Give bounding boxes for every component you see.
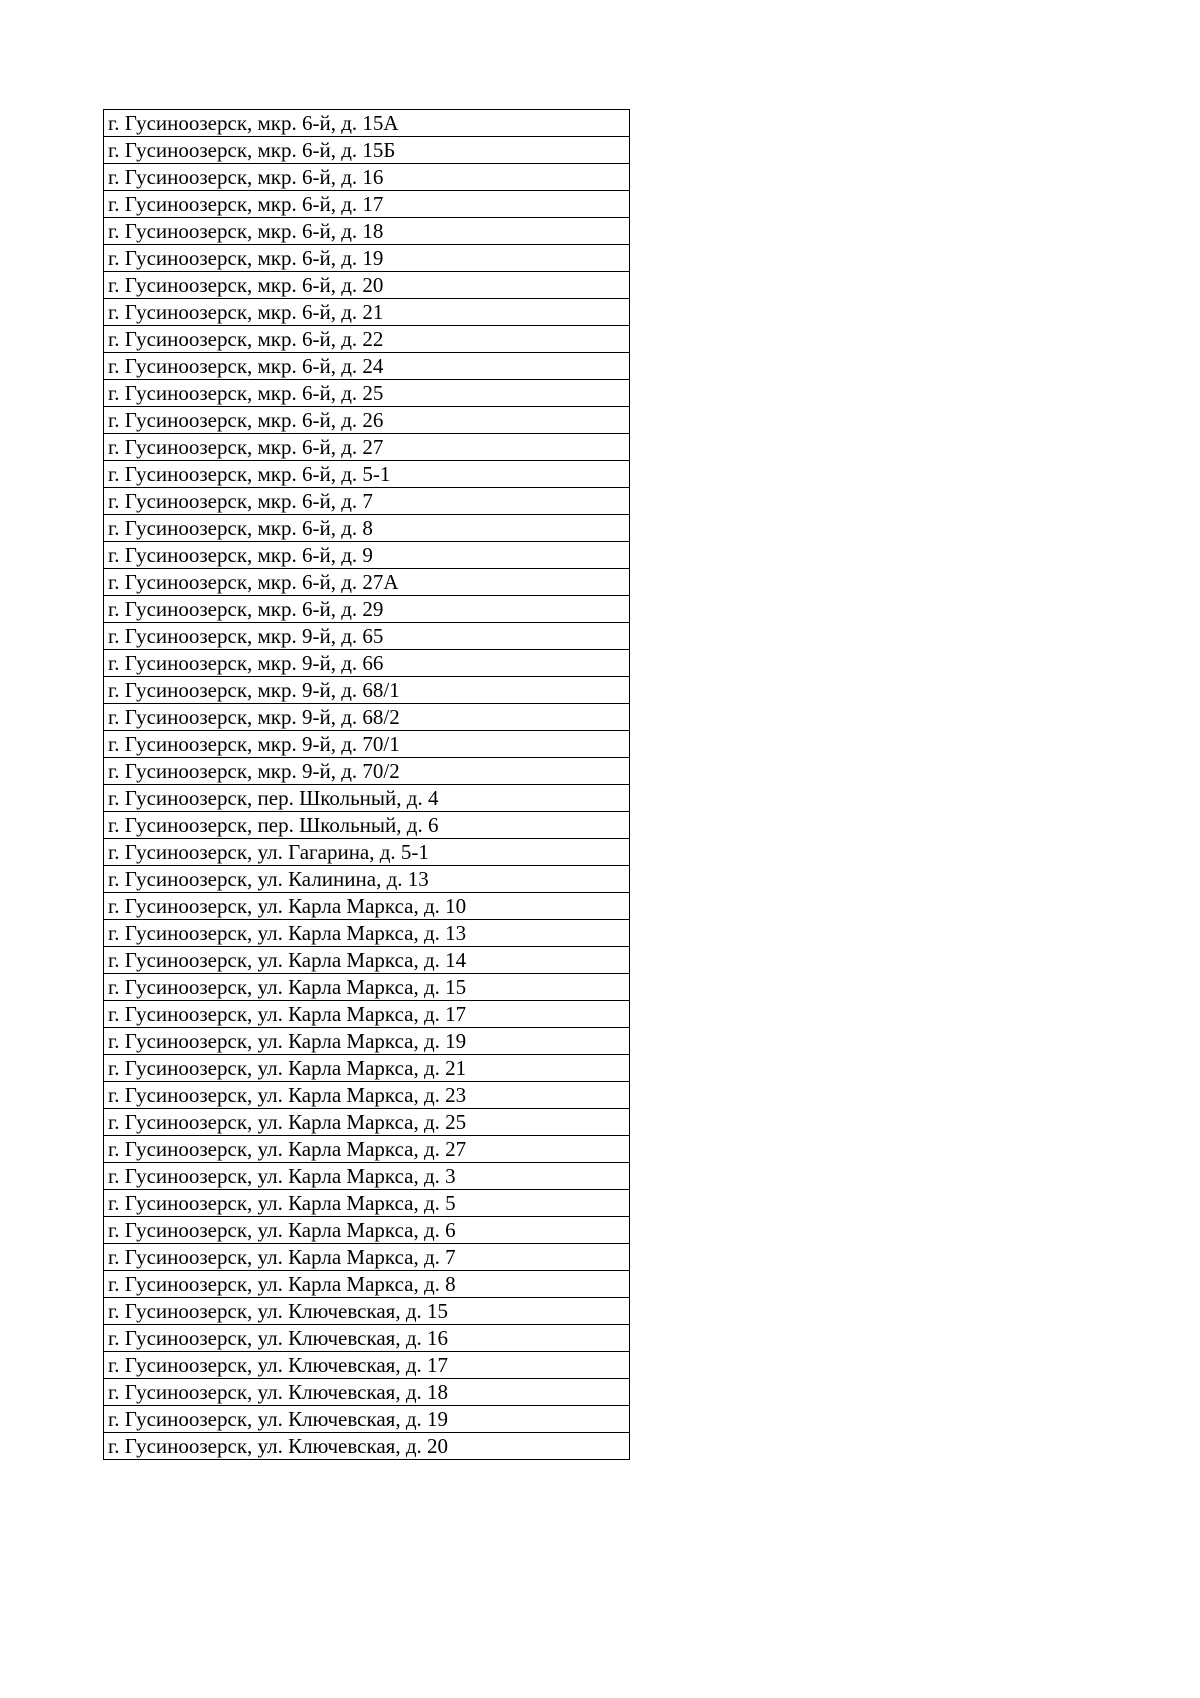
address-cell: г. Гусиноозерск, ул. Карла Маркса, д. 23	[104, 1082, 630, 1109]
table-row	[104, 191, 630, 218]
table-row	[104, 353, 630, 380]
address-cell: г. Гусиноозерск, мкр. 9-й, д. 70/2	[104, 758, 630, 785]
address-cell: г. Гусиноозерск, мкр. 6-й, д. 27	[104, 434, 630, 461]
table-row	[104, 1271, 630, 1298]
address-cell: г. Гусиноозерск, мкр. 6-й, д. 22	[104, 326, 630, 353]
table-row	[104, 569, 630, 596]
address-cell: г. Гусиноозерск, мкр. 6-й, д. 24	[104, 353, 630, 380]
address-cell: г. Гусиноозерск, мкр. 9-й, д. 65	[104, 623, 630, 650]
address-cell: г. Гусиноозерск, мкр. 6-й, д. 21	[104, 299, 630, 326]
address-cell: г. Гусиноозерск, ул. Ключевская, д. 20	[104, 1433, 630, 1460]
table-row	[104, 758, 630, 785]
address-cell: г. Гусиноозерск, ул. Карла Маркса, д. 13	[104, 920, 630, 947]
address-cell: г. Гусиноозерск, ул. Карла Маркса, д. 3	[104, 1163, 630, 1190]
address-cell: г. Гусиноозерск, ул. Ключевская, д. 16	[104, 1325, 630, 1352]
address-cell: г. Гусиноозерск, ул. Калинина, д. 13	[104, 866, 630, 893]
table-row	[104, 218, 630, 245]
address-cell: г. Гусиноозерск, мкр. 6-й, д. 16	[104, 164, 630, 191]
table-row	[104, 272, 630, 299]
table-row	[104, 542, 630, 569]
table-row	[104, 1055, 630, 1082]
table-row	[104, 623, 630, 650]
table-row	[104, 434, 630, 461]
address-cell: г. Гусиноозерск, мкр. 6-й, д. 20	[104, 272, 630, 299]
table-row	[104, 731, 630, 758]
address-cell: г. Гусиноозерск, мкр. 6-й, д. 17	[104, 191, 630, 218]
address-table	[103, 109, 630, 1460]
address-cell: г. Гусиноозерск, мкр. 9-й, д. 68/1	[104, 677, 630, 704]
table-row	[104, 1298, 630, 1325]
address-cell: г. Гусиноозерск, ул. Ключевская, д. 15	[104, 1298, 630, 1325]
address-cell: г. Гусиноозерск, пер. Школьный, д. 6	[104, 812, 630, 839]
table-row	[104, 974, 630, 1001]
address-cell: г. Гусиноозерск, ул. Карла Маркса, д. 25	[104, 1109, 630, 1136]
address-cell: г. Гусиноозерск, мкр. 6-й, д. 29	[104, 596, 630, 623]
address-cell: г. Гусиноозерск, ул. Карла Маркса, д. 21	[104, 1055, 630, 1082]
address-cell: г. Гусиноозерск, ул. Карла Маркса, д. 15	[104, 974, 630, 1001]
address-cell: г. Гусиноозерск, мкр. 6-й, д. 18	[104, 218, 630, 245]
table-row	[104, 1001, 630, 1028]
table-row	[104, 704, 630, 731]
address-cell: г. Гусиноозерск, ул. Карла Маркса, д. 8	[104, 1271, 630, 1298]
table-row	[104, 1136, 630, 1163]
address-cell: г. Гусиноозерск, ул. Карла Маркса, д. 19	[104, 1028, 630, 1055]
table-row	[104, 1352, 630, 1379]
address-cell: г. Гусиноозерск, мкр. 6-й, д. 5-1	[104, 461, 630, 488]
table-row	[104, 650, 630, 677]
table-row	[104, 1163, 630, 1190]
table-row	[104, 839, 630, 866]
address-cell: г. Гусиноозерск, ул. Карла Маркса, д. 5	[104, 1190, 630, 1217]
address-cell: г. Гусиноозерск, мкр. 9-й, д. 70/1	[104, 731, 630, 758]
table-row	[104, 1082, 630, 1109]
table-row	[104, 1406, 630, 1433]
address-cell: г. Гусиноозерск, мкр. 9-й, д. 66	[104, 650, 630, 677]
table-row	[104, 299, 630, 326]
table-row	[104, 785, 630, 812]
table-row	[104, 1028, 630, 1055]
address-cell: г. Гусиноозерск, ул. Ключевская, д. 19	[104, 1406, 630, 1433]
table-row	[104, 596, 630, 623]
table-row	[104, 488, 630, 515]
table-row	[104, 326, 630, 353]
address-cell: г. Гусиноозерск, мкр. 6-й, д. 19	[104, 245, 630, 272]
address-cell: г. Гусиноозерск, мкр. 6-й, д. 27А	[104, 569, 630, 596]
table-row	[104, 1109, 630, 1136]
table-row	[104, 920, 630, 947]
address-cell: г. Гусиноозерск, мкр. 6-й, д. 8	[104, 515, 630, 542]
table-row	[104, 947, 630, 974]
address-cell: г. Гусиноозерск, мкр. 6-й, д. 26	[104, 407, 630, 434]
table-row	[104, 380, 630, 407]
table-row	[104, 893, 630, 920]
table-row	[104, 677, 630, 704]
address-cell: г. Гусиноозерск, мкр. 6-й, д. 15Б	[104, 137, 630, 164]
address-cell: г. Гусиноозерск, ул. Ключевская, д. 17	[104, 1352, 630, 1379]
table-row	[104, 137, 630, 164]
table-row	[104, 245, 630, 272]
address-cell: г. Гусиноозерск, мкр. 6-й, д. 15А	[104, 110, 630, 137]
address-cell: г. Гусиноозерск, ул. Гагарина, д. 5-1	[104, 839, 630, 866]
table-row	[104, 866, 630, 893]
address-cell: г. Гусиноозерск, ул. Карла Маркса, д. 27	[104, 1136, 630, 1163]
address-cell: г. Гусиноозерск, ул. Карла Маркса, д. 17	[104, 1001, 630, 1028]
address-cell: г. Гусиноозерск, ул. Карла Маркса, д. 7	[104, 1244, 630, 1271]
table-row	[104, 1433, 630, 1460]
table-row	[104, 1217, 630, 1244]
table-row	[104, 1379, 630, 1406]
address-cell: г. Гусиноозерск, пер. Школьный, д. 4	[104, 785, 630, 812]
table-row	[104, 515, 630, 542]
table-row	[104, 461, 630, 488]
address-cell: г. Гусиноозерск, ул. Карла Маркса, д. 6	[104, 1217, 630, 1244]
table-row	[104, 1244, 630, 1271]
table-row	[104, 110, 630, 137]
address-cell: г. Гусиноозерск, ул. Карла Маркса, д. 10	[104, 893, 630, 920]
table-row	[104, 812, 630, 839]
address-cell: г. Гусиноозерск, ул. Ключевская, д. 18	[104, 1379, 630, 1406]
address-cell: г. Гусиноозерск, мкр. 6-й, д. 25	[104, 380, 630, 407]
address-cell: г. Гусиноозерск, мкр. 6-й, д. 9	[104, 542, 630, 569]
table-row	[104, 164, 630, 191]
table-row	[104, 1190, 630, 1217]
address-cell: г. Гусиноозерск, мкр. 9-й, д. 68/2	[104, 704, 630, 731]
address-table-body	[104, 110, 630, 1460]
table-row	[104, 407, 630, 434]
address-cell: г. Гусиноозерск, мкр. 6-й, д. 7	[104, 488, 630, 515]
table-row	[104, 1325, 630, 1352]
address-cell: г. Гусиноозерск, ул. Карла Маркса, д. 14	[104, 947, 630, 974]
